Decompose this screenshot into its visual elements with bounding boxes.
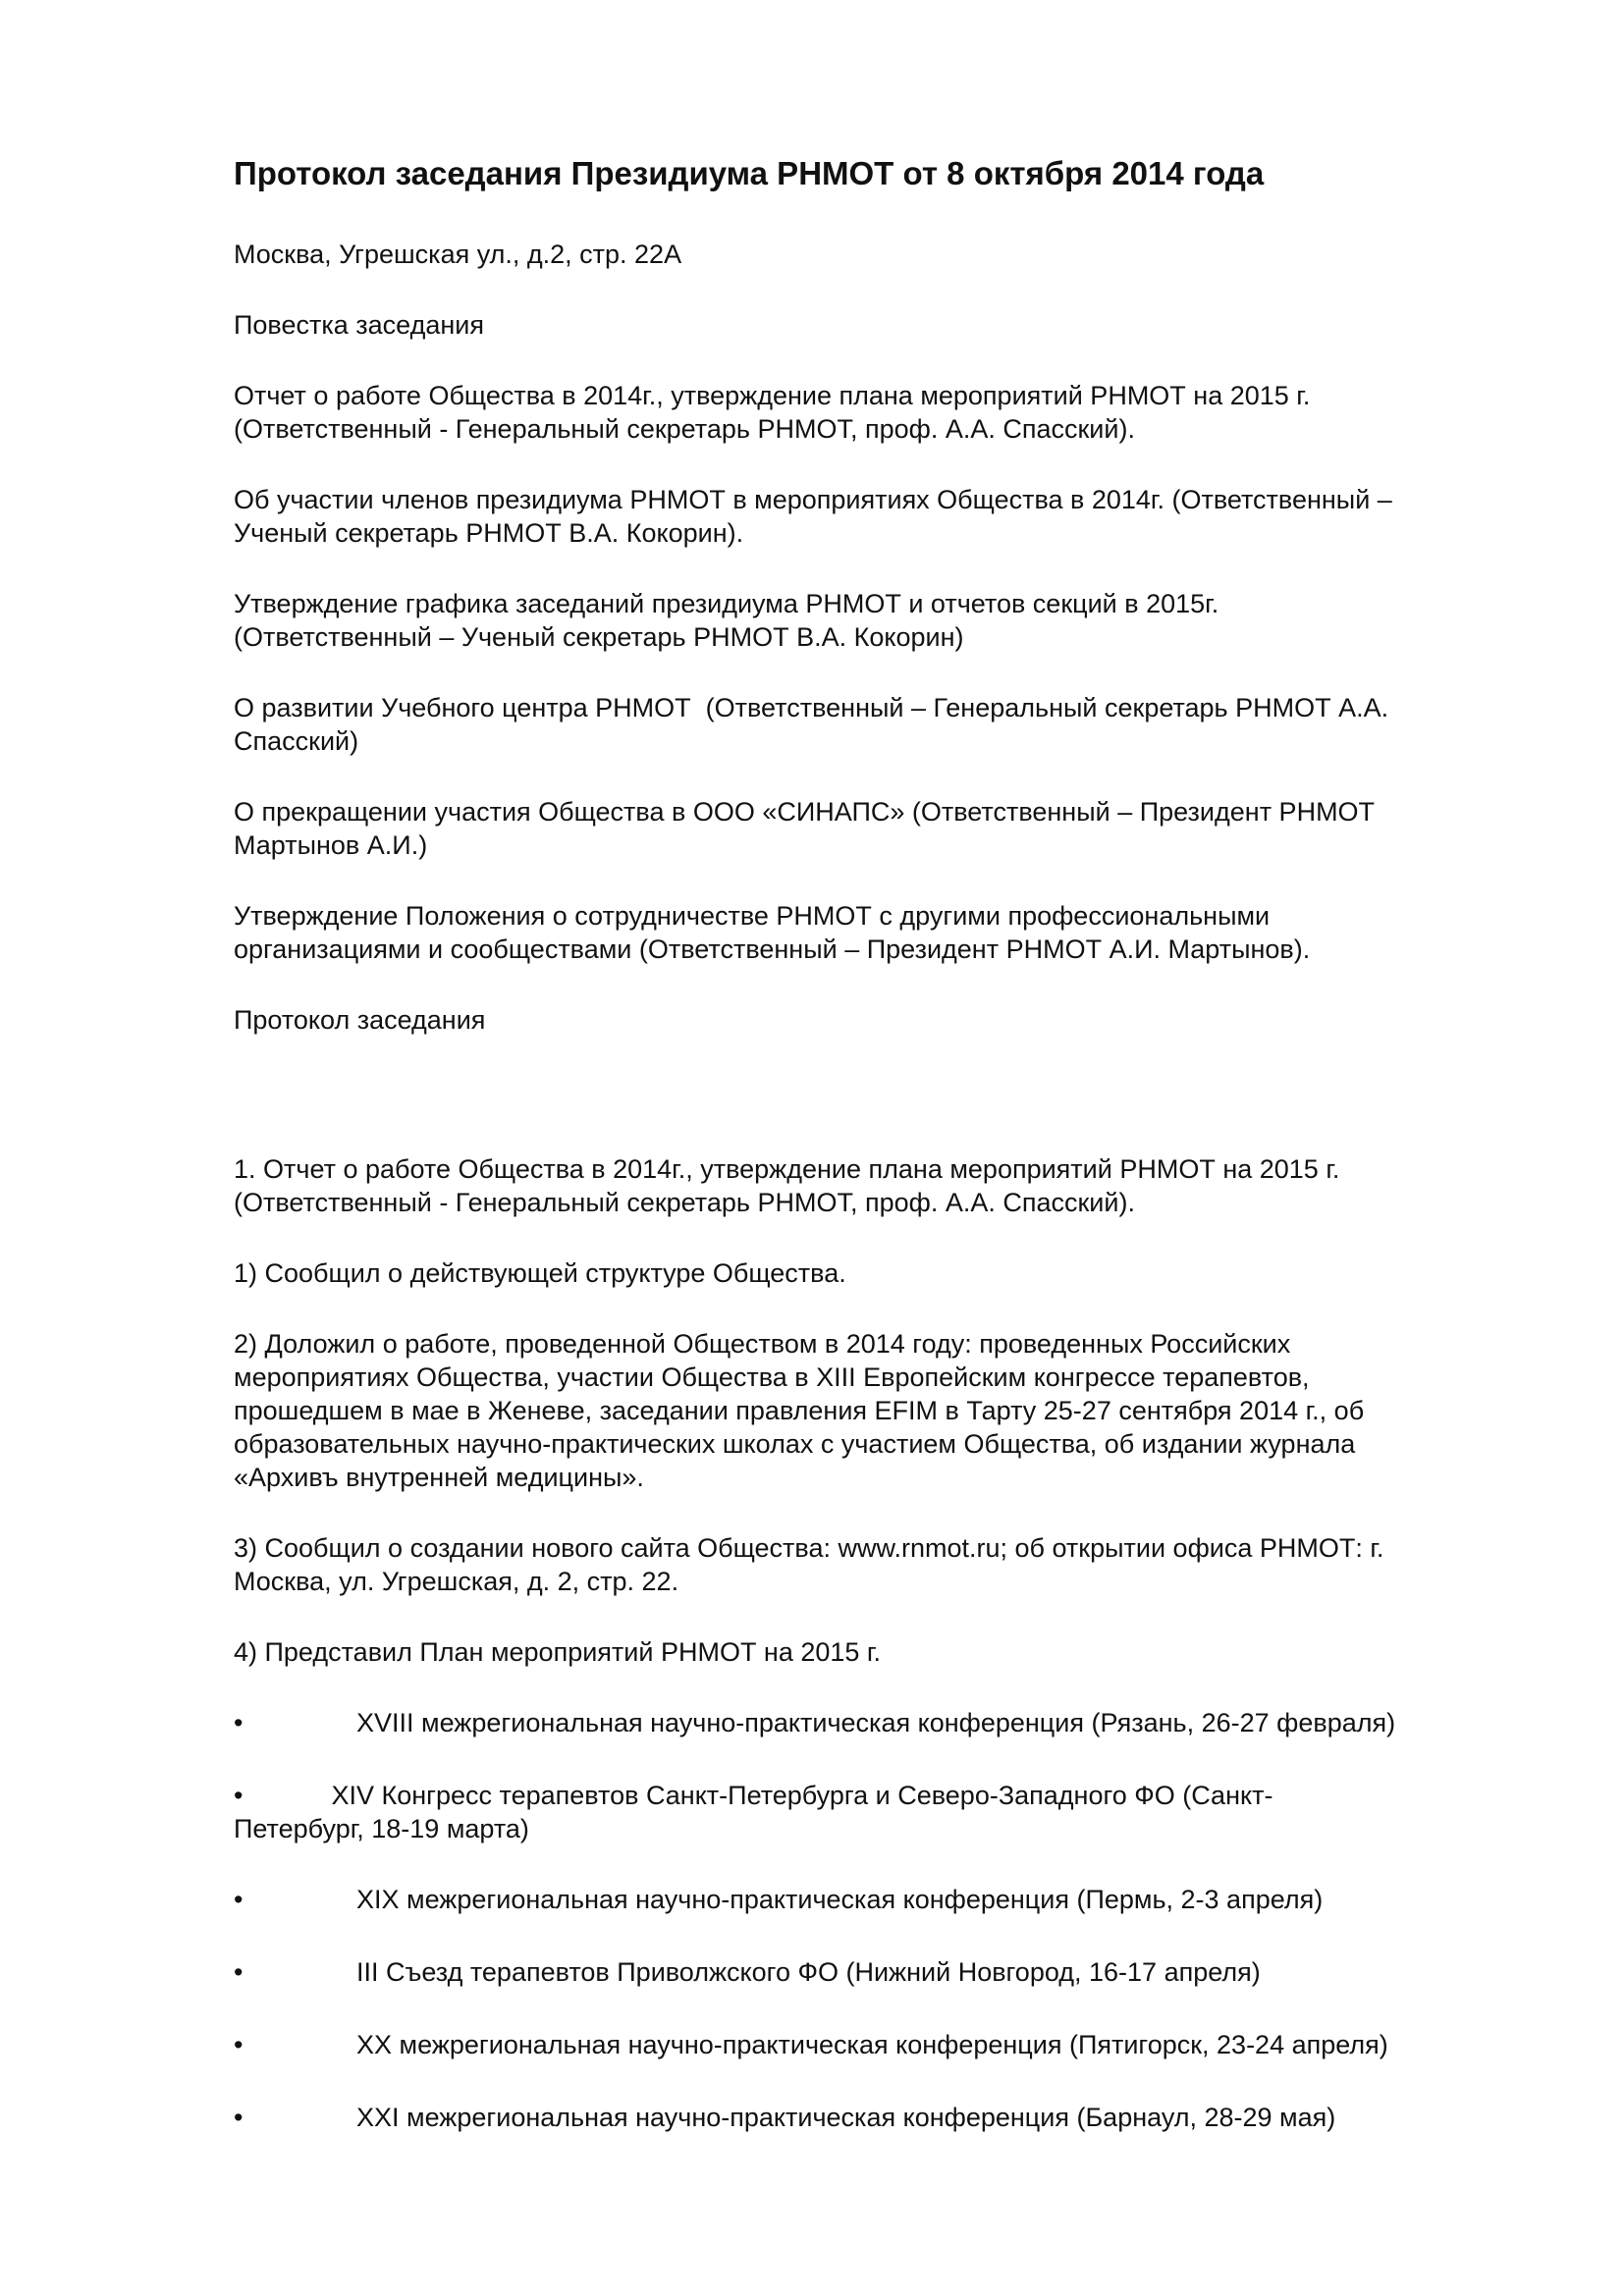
bullet-marker: • xyxy=(234,2030,244,2059)
report-point: 2) Доложил о работе, проведенной Обществом в 2014 году: проведенных Российских мероприятиях Общества, участии Общества в XIII Европейским конгрессе терапевтов, прошедшем в мае в Женеве, заседании правления EFIM в Тарту 25-27 сентября 2014 г., об образовательных научно-практических школах с участием Общества, об издании журнала «Архивъ внутренней медицины». xyxy=(234,1329,1365,1492)
report-point: 1) Сообщил о действующей структуре Общества. xyxy=(234,1258,846,1288)
document-title: Протокол заседания Президиума РНМОТ от 8 октября 2014 года xyxy=(234,155,1265,191)
bullet-marker: • xyxy=(234,1885,244,1914)
plan-bullet-item xyxy=(234,2101,1510,2134)
plan-bullet-item xyxy=(234,1779,1510,1845)
plan-bullet-item xyxy=(234,1706,1510,1739)
agenda-item: Отчет о работе Общества в 2014г., утверждение плана мероприятий РНМОТ на 2015 г. (Ответственный - Генеральный секретарь РНМОТ, проф. А.А. Спасский). xyxy=(234,381,1311,444)
report-point: 3) Сообщил о создании нового сайта Общества: www.rnmot.ru; об открытии офиса РНМОТ: г. Москва, ул. Угрешская, д. 2, стр. 22. xyxy=(234,1533,1384,1596)
bullet-marker: • xyxy=(234,2103,244,2132)
agenda-item: Утверждение графика заседаний президиума РНМОТ и отчетов секций в 2015г. (Ответственный – Ученый секретарь РНМОТ В.А. Кокорин) xyxy=(234,589,1219,652)
agenda-heading: Повестка заседания xyxy=(234,310,484,340)
agenda-item: О прекращении участия Общества в ООО «СИНАПС» (Ответственный – Президент РНМОТ Мартынов А.И.) xyxy=(234,797,1376,860)
plan-bullet-item xyxy=(234,1883,1510,1916)
plan-item-text: XXI межрегиональная научно-практическая конференция (Барнаул, 28-29 мая) xyxy=(356,2103,1336,2132)
plan-bullet-item xyxy=(234,1955,1510,1989)
meeting-location: Москва, Угрешская ул., д.2, стр. 22А xyxy=(234,240,682,269)
bullet-marker: • xyxy=(234,1781,244,1810)
report-point: 4) Представил План мероприятий РНМОТ на 2015 г. xyxy=(234,1637,881,1667)
plan-item-text: III Съезд терапевтов Приволжского ФО (Нижний Новгород, 16-17 апреля) xyxy=(356,1957,1261,1987)
agenda-item: Об участии членов президиума РНМОТ в мероприятиях Общества в 2014г. (Ответственный – Ученый секретарь РНМОТ В.А. Кокорин). xyxy=(234,485,1392,548)
bullet-marker: • xyxy=(234,1957,244,1987)
bullet-marker: • xyxy=(234,1708,244,1737)
section-1-heading: 1. Отчет о работе Общества в 2014г., утверждение плана мероприятий РНМОТ на 2015 г. (Ответственный - Генеральный секретарь РНМОТ, проф. А.А. Спасский). xyxy=(234,1154,1340,1217)
plan-item-text: XIV Конгресс терапевтов Санкт-Петербурга и Северо-Западного ФО (Санкт- Петербург, 18-19 марта) xyxy=(234,1781,1273,1843)
agenda-item: Утверждение Положения о сотрудничестве РНМОТ с другими профессиональными организациями и сообществами (Ответственный – Президент РНМОТ А.И. Мартынов). xyxy=(234,901,1311,964)
protocol-heading: Протокол заседания xyxy=(234,1005,486,1035)
plan-item-text: XIX межрегиональная научно-практическая конференция (Пермь, 2-3 апреля) xyxy=(356,1885,1324,1914)
plan-item-text: XX межрегиональная научно-практическая конференция (Пятигорск, 23-24 апреля) xyxy=(356,2030,1388,2059)
plan-bullet-item xyxy=(234,2028,1510,2061)
agenda-item: О развитии Учебного центра РНМОТ (Ответственный – Генеральный секретарь РНМОТ А.А. Спасский) xyxy=(234,693,1389,756)
plan-item-text: XVIII межрегиональная научно-практическая конференция (Рязань, 26-27 февраля) xyxy=(356,1708,1396,1737)
